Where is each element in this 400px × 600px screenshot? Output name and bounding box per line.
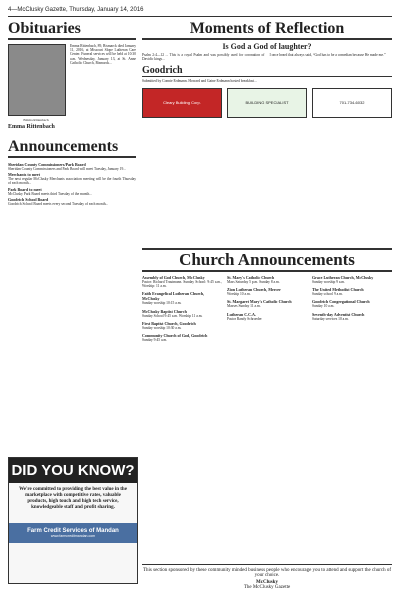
church-text: Sunday 10 a.m. [312, 304, 335, 309]
phone-ad [312, 88, 392, 118]
phone-number: 701-734-6032 [339, 100, 365, 106]
church-text: Masses Sunday 11 a.m. [227, 304, 261, 309]
moments-subtitle: Is God a God of laughter? [222, 42, 312, 51]
church-text: Sunday school 9 a.m. [312, 292, 343, 297]
page-header [8, 4, 392, 17]
church-text: Sunday worship 10:30 a.m. [142, 325, 182, 330]
goodrich-title: Goodrich [142, 65, 392, 77]
announcement-title: Park Board to meet [8, 186, 42, 192]
church-col-3 [312, 275, 392, 345]
church-grid [142, 275, 392, 345]
farm-credit-banner [9, 523, 137, 543]
did-you-know-title: DID YOU KNOW? [9, 458, 137, 483]
page-info: 4—McClusky Gazette, Thursday, January 14, 2016 [8, 7, 144, 13]
farm-credit-site: www.farmcreditmandan.com [50, 534, 96, 538]
moments-p2: I once heard that always said, “God has to be a comedian because He made me.” [269, 53, 386, 57]
moments-title: Moments of Reflection [142, 20, 392, 40]
obituary-name: Emma Rittenbach [8, 124, 55, 130]
did-you-know-text: We're committed to providing the best value in the marketplace with competitive rates, valuable products, high touch and high tech service, knowledgeable staff and profit sharing. [19, 487, 127, 510]
building-specialist-ad [227, 88, 307, 118]
ad-strip [142, 88, 392, 118]
announcement-title: Sheridan County Commissioners/Park Board [8, 162, 86, 167]
goodrich-box [142, 79, 392, 83]
cleary-label: Cleary Building Corp. [163, 100, 201, 106]
church-name: Faith Evangelical Lutheran Church, McClusky [142, 291, 205, 302]
announcement-text: Sheridan County Commissioners and Park Board will meet Tuesday, January 19... [8, 167, 126, 171]
announcement-text: Goodrich School Board meets every second Tuesday of each month... [8, 201, 109, 206]
church-name: Seventh-day Adventist Church [312, 311, 365, 317]
obituary-photo [8, 44, 66, 116]
announcement-text: McClusky Park Board meets third Tuesday of the month... [8, 191, 92, 196]
announcements-section [8, 138, 136, 206]
obituary-text: Emma Rittenbach, 89, Bismarck died January 11, 2016, at Missouri Slope Lutheran Care Center. Funeral services will be held at 10:30 a.m. Wednesday, January 13, at St. Anne Catholic Church, Bismarck... [70, 44, 136, 65]
church-text: Sunday worship 9 a.m. [312, 280, 346, 284]
church-name: Community Church of God, Goodrich [142, 333, 208, 339]
announcements-title: Announcements [8, 138, 136, 158]
church-text: Sunday School 9:45 a.m. Worship 11 a.m. [142, 313, 203, 318]
church-text: Saturday services 10 a.m. [312, 316, 349, 321]
footer-text: This section sponsored by these community minded business people who encourage you to attend and support the church of your choice. [142, 568, 391, 578]
announcement-title: Merchants to meet [8, 172, 40, 178]
cleary-ad [142, 88, 222, 118]
moments-of-reflection [142, 20, 392, 144]
church-text: Sunday 9:45 a.m. [142, 338, 168, 343]
goodrich-text: Submitted by Connie Erdmann. Howard and Gaine Erdmann hosted breakfast... [142, 79, 257, 84]
church-announcements [142, 248, 392, 345]
footer-sponsor: McClusky [256, 580, 278, 585]
building-specialist-label: BUILDING SPECIALIST [245, 100, 289, 106]
moments-columns [142, 53, 392, 61]
church-name: Goodrich Congregational Church [312, 299, 370, 305]
church-text: Mass Saturday 5 p.m. Sunday 8 a.m. [227, 280, 280, 284]
church-text: Worship 10 a.m. [227, 292, 251, 297]
church-name: McClusky Baptist Church [142, 308, 187, 314]
farm-credit-name: Farm Credit Services of Mandan [27, 528, 119, 534]
church-name: First Baptist Church, Goodrich [142, 320, 196, 326]
church-name: St. Margaret Mary's Catholic Church [227, 299, 292, 305]
announcement-title: Goodrich School Board [8, 196, 49, 202]
left-column [8, 20, 136, 207]
church-name: The United Methodist Church [312, 287, 364, 293]
church-name: Zion Lutheran Church, Mercer [227, 287, 281, 293]
obituaries-title: Obituaries [8, 20, 136, 40]
church-col-2 [227, 275, 307, 345]
church-text: Pastor: Richard Trautmann. Sunday School: 9:45 a.m., Worship: 11 a.m. [142, 280, 222, 289]
church-text: Pastor Randy Schroeder [227, 316, 262, 321]
church-title: Church Announcements [142, 248, 392, 272]
page-footer [142, 564, 392, 590]
church-name: St. Mary's Catholic Church [227, 275, 275, 280]
photo-caption: Emma Rittenbach [23, 118, 49, 122]
church-name: Assembly of God Church, McClusky [142, 275, 205, 280]
church-text: Sunday worship 10:15 a.m. [142, 301, 182, 306]
church-name: Grace Lutheran Church, McClusky [312, 275, 374, 280]
footer-sponsor-2: The McClusky Gazette [243, 585, 291, 590]
church-name: Lutheran C.C.A. [227, 311, 256, 317]
church-col-1 [142, 275, 222, 345]
did-you-know-ad [8, 457, 138, 584]
moments-p1: Psalm 2:4—12 ... This is a royal Psalm and was possibly used for coronation of Davidic kings... [142, 53, 265, 62]
announcement-text: The next regular McClusky Merchants association meeting will be the fourth Thursday of each month... [8, 177, 136, 186]
